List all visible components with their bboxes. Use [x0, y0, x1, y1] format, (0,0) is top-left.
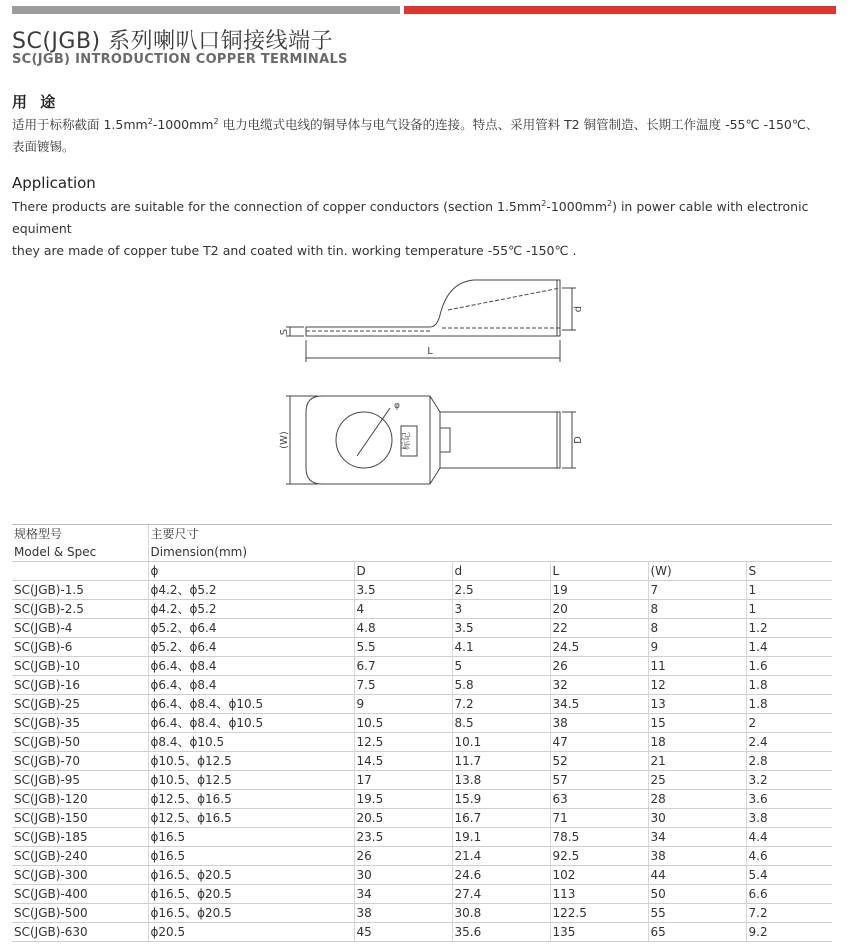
table-row [12, 904, 832, 923]
cell-d: 14.5 [354, 752, 452, 771]
cell-d: 4.1 [452, 638, 550, 657]
cell-w: 50 [648, 885, 746, 904]
table-row [12, 771, 832, 790]
cell-phi: ϕ6.4、ϕ8.4、ϕ10.5 [148, 695, 354, 714]
usage-heading-cn: 用 途 [12, 93, 60, 111]
cell-phi: ϕ16.5、ϕ20.5 [148, 866, 354, 885]
cell-l: 26 [550, 657, 648, 676]
table-header-cn [12, 525, 832, 544]
cell-phi: ϕ16.5 [148, 828, 354, 847]
cell-l: 32 [550, 676, 648, 695]
cell-d: 5.8 [452, 676, 550, 695]
terminal-technical-drawing [262, 270, 592, 500]
cell-s: 2.4 [746, 733, 832, 752]
usage-paragraph-cn: 适用于标称截面 $1.5mm^2-1000mm^2$ 电力电缆式电线的铜导体与电气设备的连接。特点、采用管料 T2 铜管制造、长期工作温度 -55℃ -150℃、 表面镀锡。 [12, 116, 819, 154]
table-row [12, 847, 832, 866]
cell-model: SC(JGB)-50 [12, 733, 148, 752]
page-subtitle: SC(JGB) INTRODUCTION COPPER TERMINALS [12, 52, 348, 67]
cell-d: 19.5 [354, 790, 452, 809]
label-w: (W) [279, 431, 290, 449]
table-row [12, 657, 832, 676]
cell-d: 6.7 [354, 657, 452, 676]
col-D: D [354, 562, 452, 581]
cell-d: 21.4 [452, 847, 550, 866]
cell-w: 38 [648, 847, 746, 866]
table-row [12, 581, 832, 600]
table-row [12, 714, 832, 733]
table-row [12, 619, 832, 638]
cell-l: 24.5 [550, 638, 648, 657]
cell-s: 5.4 [746, 866, 832, 885]
cell-w: 7 [648, 581, 746, 600]
table-row [12, 752, 832, 771]
table-row [12, 923, 832, 942]
cell-d: 8.5 [452, 714, 550, 733]
label-mark: 标记 [402, 431, 412, 451]
cell-d: 5.5 [354, 638, 452, 657]
cell-l: 22 [550, 619, 648, 638]
cell-d: 20.5 [354, 809, 452, 828]
cell-w: 12 [648, 676, 746, 695]
cell-d: 3.5 [452, 619, 550, 638]
header-gray-bar [12, 6, 400, 14]
cell-s: 7.2 [746, 904, 832, 923]
cell-w: 11 [648, 657, 746, 676]
cell-w: 21 [648, 752, 746, 771]
cell-w: 34 [648, 828, 746, 847]
application-paragraph: There products are suitable for the connection of copper conductors (section $1.5mm^2-1000mm^2$) in power cable with electronic equiment they are made of copper tube T2 and coated with tin. working temperature -55℃ -150℃ . [12, 198, 809, 258]
col-L: L [550, 562, 648, 581]
table-row [12, 638, 832, 657]
table-row [12, 695, 832, 714]
cell-l: 71 [550, 809, 648, 828]
label-s: S [279, 328, 290, 336]
cell-l: 78.5 [550, 828, 648, 847]
cell-s: 2 [746, 714, 832, 733]
cell-l: 57 [550, 771, 648, 790]
cell-d: 4.8 [354, 619, 452, 638]
cell-w: 65 [648, 923, 746, 942]
col-S: S [746, 562, 832, 581]
cell-s: 3.8 [746, 809, 832, 828]
cell-w: 15 [648, 714, 746, 733]
cell-model: SC(JGB)-240 [12, 847, 148, 866]
cell-w: 44 [648, 866, 746, 885]
table-row [12, 676, 832, 695]
cell-d: 30.8 [452, 904, 550, 923]
table-row [12, 828, 832, 847]
cell-model: SC(JGB)-25 [12, 695, 148, 714]
cell-model: SC(JGB)-16 [12, 676, 148, 695]
cell-model: SC(JGB)-2.5 [12, 600, 148, 619]
cell-d: 7.5 [354, 676, 452, 695]
cell-w: 18 [648, 733, 746, 752]
cell-model: SC(JGB)-4 [12, 619, 148, 638]
cell-model: SC(JGB)-1.5 [12, 581, 148, 600]
label-phi: φ [394, 401, 400, 411]
table-row [12, 809, 832, 828]
cell-phi: ϕ12.5、ϕ16.5 [148, 809, 354, 828]
header-dimension-en: Dimension(mm) [148, 543, 354, 562]
cell-d: 38 [354, 904, 452, 923]
cell-l: 19 [550, 581, 648, 600]
table-row [12, 866, 832, 885]
cell-d: 10.1 [452, 733, 550, 752]
cell-d: 24.6 [452, 866, 550, 885]
cell-w: 8 [648, 619, 746, 638]
cell-phi: ϕ5.2、ϕ6.4 [148, 619, 354, 638]
dimension-table [12, 524, 832, 942]
cell-s: 1.2 [746, 619, 832, 638]
col-d: d [452, 562, 550, 581]
label-l: L [427, 346, 433, 357]
cell-s: 4.6 [746, 847, 832, 866]
cell-phi: ϕ20.5 [148, 923, 354, 942]
cell-l: 92.5 [550, 847, 648, 866]
cell-model: SC(JGB)-70 [12, 752, 148, 771]
cell-d: 34 [354, 885, 452, 904]
cell-d: 16.7 [452, 809, 550, 828]
label-d-small: d [573, 305, 584, 313]
cell-phi: ϕ6.4、ϕ8.4 [148, 657, 354, 676]
table-row [12, 600, 832, 619]
cell-l: 20 [550, 600, 648, 619]
label-d-large: D [573, 436, 584, 444]
cell-d: 3 [452, 600, 550, 619]
cell-model: SC(JGB)-300 [12, 866, 148, 885]
cell-s: 1.4 [746, 638, 832, 657]
cell-w: 28 [648, 790, 746, 809]
cell-d: 7.2 [452, 695, 550, 714]
header-dimension-cn: 主要尺寸 [148, 525, 354, 544]
cell-s: 3.2 [746, 771, 832, 790]
table-column-headers [12, 562, 832, 581]
cell-s: 1 [746, 600, 832, 619]
cell-d: 45 [354, 923, 452, 942]
header-model-cn: 规格型号 [12, 525, 148, 544]
cell-d: 9 [354, 695, 452, 714]
cell-s: 1 [746, 581, 832, 600]
cell-s: 9.2 [746, 923, 832, 942]
cell-d: 15.9 [452, 790, 550, 809]
cell-s: 1.8 [746, 695, 832, 714]
cell-l: 113 [550, 885, 648, 904]
cell-model: SC(JGB)-400 [12, 885, 148, 904]
cell-d: 5 [452, 657, 550, 676]
cell-l: 38 [550, 714, 648, 733]
cell-model: SC(JGB)-185 [12, 828, 148, 847]
cell-w: 25 [648, 771, 746, 790]
cell-s: 1.6 [746, 657, 832, 676]
cell-model: SC(JGB)-120 [12, 790, 148, 809]
cell-model: SC(JGB)-500 [12, 904, 148, 923]
header-model-en: Model & Spec [14, 545, 97, 559]
cell-l: 122.5 [550, 904, 648, 923]
cell-phi: ϕ16.5 [148, 847, 354, 866]
cell-d: 27.4 [452, 885, 550, 904]
table-row [12, 733, 832, 752]
cell-s: 2.8 [746, 752, 832, 771]
cell-phi: ϕ6.4、ϕ8.4 [148, 676, 354, 695]
header-red-bar [404, 6, 836, 14]
cell-d: 12.5 [354, 733, 452, 752]
cell-d: 30 [354, 866, 452, 885]
table-row [12, 790, 832, 809]
cell-d: 13.8 [452, 771, 550, 790]
cell-d: 35.6 [452, 923, 550, 942]
cell-model: SC(JGB)-6 [12, 638, 148, 657]
cell-phi: ϕ10.5、ϕ12.5 [148, 771, 354, 790]
cell-w: 30 [648, 809, 746, 828]
cell-d: 11.7 [452, 752, 550, 771]
cell-phi: ϕ16.5、ϕ20.5 [148, 885, 354, 904]
cell-d: 2.5 [452, 581, 550, 600]
cell-l: 52 [550, 752, 648, 771]
cell-s: 4.4 [746, 828, 832, 847]
cell-phi: ϕ12.5、ϕ16.5 [148, 790, 354, 809]
cell-s: 6.6 [746, 885, 832, 904]
cell-l: 135 [550, 923, 648, 942]
cell-w: 8 [648, 600, 746, 619]
cell-d: 4 [354, 600, 452, 619]
cell-d: 10.5 [354, 714, 452, 733]
application-heading: Application [12, 174, 96, 192]
cell-s: 3.6 [746, 790, 832, 809]
cell-l: 102 [550, 866, 648, 885]
cell-w: 13 [648, 695, 746, 714]
col-W: (W) [648, 562, 746, 581]
cell-d: 19.1 [452, 828, 550, 847]
page-title: SC(JGB) 系列喇叭口铜接线端子 [12, 29, 334, 54]
cell-s: 1.8 [746, 676, 832, 695]
cell-phi: ϕ4.2、ϕ5.2 [148, 581, 354, 600]
table-header-en [12, 543, 832, 562]
cell-model: SC(JGB)-630 [12, 923, 148, 942]
cell-d: 3.5 [354, 581, 452, 600]
cell-l: 47 [550, 733, 648, 752]
table-row [12, 885, 832, 904]
cell-model: SC(JGB)-95 [12, 771, 148, 790]
cell-model: SC(JGB)-10 [12, 657, 148, 676]
cell-l: 63 [550, 790, 648, 809]
cell-w: 9 [648, 638, 746, 657]
cell-phi: ϕ6.4、ϕ8.4、ϕ10.5 [148, 714, 354, 733]
cell-model: SC(JGB)-150 [12, 809, 148, 828]
cell-phi: ϕ5.2、ϕ6.4 [148, 638, 354, 657]
cell-phi: ϕ8.4、ϕ10.5 [148, 733, 354, 752]
cell-d: 17 [354, 771, 452, 790]
cell-model: SC(JGB)-35 [12, 714, 148, 733]
col-phi: ϕ [148, 562, 354, 581]
cell-phi: ϕ4.2、ϕ5.2 [148, 600, 354, 619]
cell-phi: ϕ16.5、ϕ20.5 [148, 904, 354, 923]
cell-l: 34.5 [550, 695, 648, 714]
cell-d: 23.5 [354, 828, 452, 847]
cell-d: 26 [354, 847, 452, 866]
cell-phi: ϕ10.5、ϕ12.5 [148, 752, 354, 771]
cell-w: 55 [648, 904, 746, 923]
